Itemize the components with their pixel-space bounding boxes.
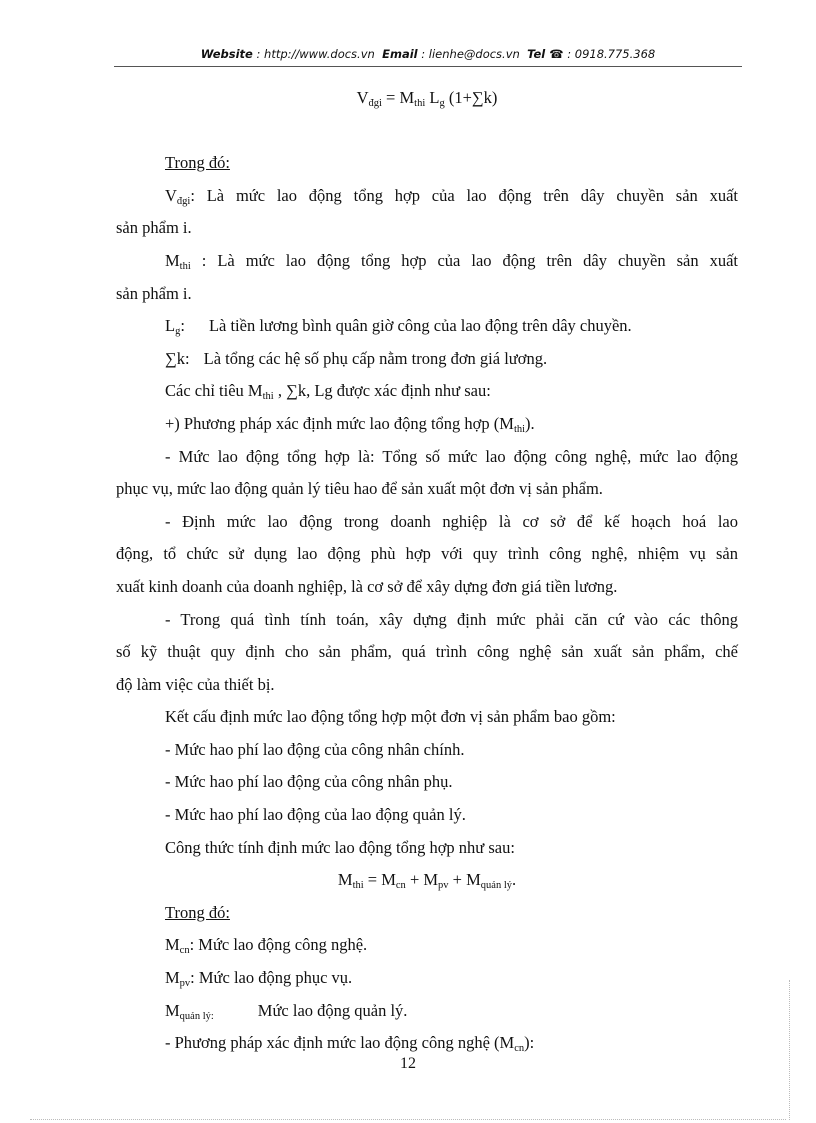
tel-value: : 0918.775.368: [567, 47, 656, 61]
header-divider: [114, 66, 742, 67]
formula-intro: Công thức tính định mức lao động tổng hợp như sau:: [165, 837, 515, 857]
list-item: - Mức hao phí lao động của lao động quản lý.: [165, 805, 466, 825]
page-number: 12: [400, 1055, 416, 1072]
para2-line2: động, tổ chức sử dụng lao động phù hợp với quy trình công nghệ, nhiệm vụ sản: [116, 544, 738, 564]
def-mpv: $M_{pv}$: Mức lao động phục vụ.: [165, 968, 353, 990]
list-item: - Mức hao phí lao động của công nhân chính.: [165, 739, 465, 759]
def-vdgi-line1: $V_{đgi}$: Là mức lao động tổng hợp của lao động trên dây chuyền sản xuất: [165, 185, 738, 207]
document-body: [116, 82, 738, 1060]
email-label: Email: [382, 47, 418, 61]
para3-line2: số kỹ thuật quy định cho sản phẩm, quá trình công nghệ sản xuất sản phẩm, chế: [116, 642, 738, 662]
page-border-bottom: [30, 1119, 786, 1120]
page-header: [114, 47, 742, 67]
structure-line: Kết cấu định mức lao động tổng hợp một đơn vị sản phẩm bao gồm:: [165, 707, 616, 727]
website-label: Website: [200, 47, 253, 61]
formula-mthi: $M_{thi} = M_{cn} + M_{pv} + M_{quản lý}$.: [337, 870, 517, 892]
def-mcn: $M_{cn}$: Mức lao động công nghệ.: [165, 935, 368, 957]
tel-label: Tel ☎: [527, 47, 564, 61]
list-item: - Mức hao phí lao động của công nhân phụ.: [165, 772, 453, 792]
website-value: : http://www.docs.vn: [256, 47, 375, 61]
para2-line3: xuất kinh doanh của doanh nghiệp, là cơ sở để xây dựng đơn giá tiền lương.: [116, 576, 618, 596]
para1-line1: - Mức lao động tổng hợp là: Tổng số mức lao động công nghệ, mức lao động: [165, 446, 738, 466]
para3-line3: độ làm việc của thiết bị.: [116, 674, 275, 694]
def-lg: $L_g$: Là tiền lương bình quân giờ công của lao động trên dây chuyền.: [165, 316, 632, 338]
def-vdgi-line2: sản phẩm i.: [116, 218, 192, 238]
page-border-right: [789, 980, 790, 1120]
criteria-line: Các chỉ tiêu $M_{thi}$ , ∑k, Lg được xác định như sau:: [165, 381, 491, 403]
method-mthi: +) Phương pháp xác định mức lao động tổng hợp $(M_{thi})$.: [165, 413, 535, 435]
email-value: : lienhe@docs.vn: [421, 47, 520, 61]
spacer: [116, 115, 738, 148]
def-sum-k: ∑k: Là tổng các hệ số phụ cấp nằm trong đơn giá lương.: [165, 348, 548, 368]
def-mthi-line1: $M_{thi}$ : Là mức lao động tổng hợp của lao động trên dây chuyền sản xuất: [165, 250, 738, 272]
para3-line1: - Trong quá tình tính toán, xây dựng định mức phải căn cứ vào các thông: [165, 609, 738, 629]
trong-do-heading-2: Trong đó:: [165, 902, 230, 922]
def-mthi-line2: sản phẩm i.: [116, 283, 192, 303]
para1-line2: phục vụ, mức lao động quản lý tiêu hao để sản xuất một đơn vị sản phẩm.: [116, 479, 603, 499]
trong-do-heading: Trong đó:: [165, 153, 230, 173]
method-mcn: - Phương pháp xác định mức lao động công nghệ $(M_{cn})$:: [165, 1033, 535, 1055]
formula-vdgi: $V_{đgi} = M_{thi}$ $L_g$ (1+∑k): [356, 88, 498, 109]
para2-line1: - Định mức lao động trong doanh nghiệp là cơ sở để kế hoạch hoá lao: [165, 511, 738, 531]
def-mql: $M_{quản lý:}$ Mức lao động quản lý.: [165, 1000, 408, 1022]
